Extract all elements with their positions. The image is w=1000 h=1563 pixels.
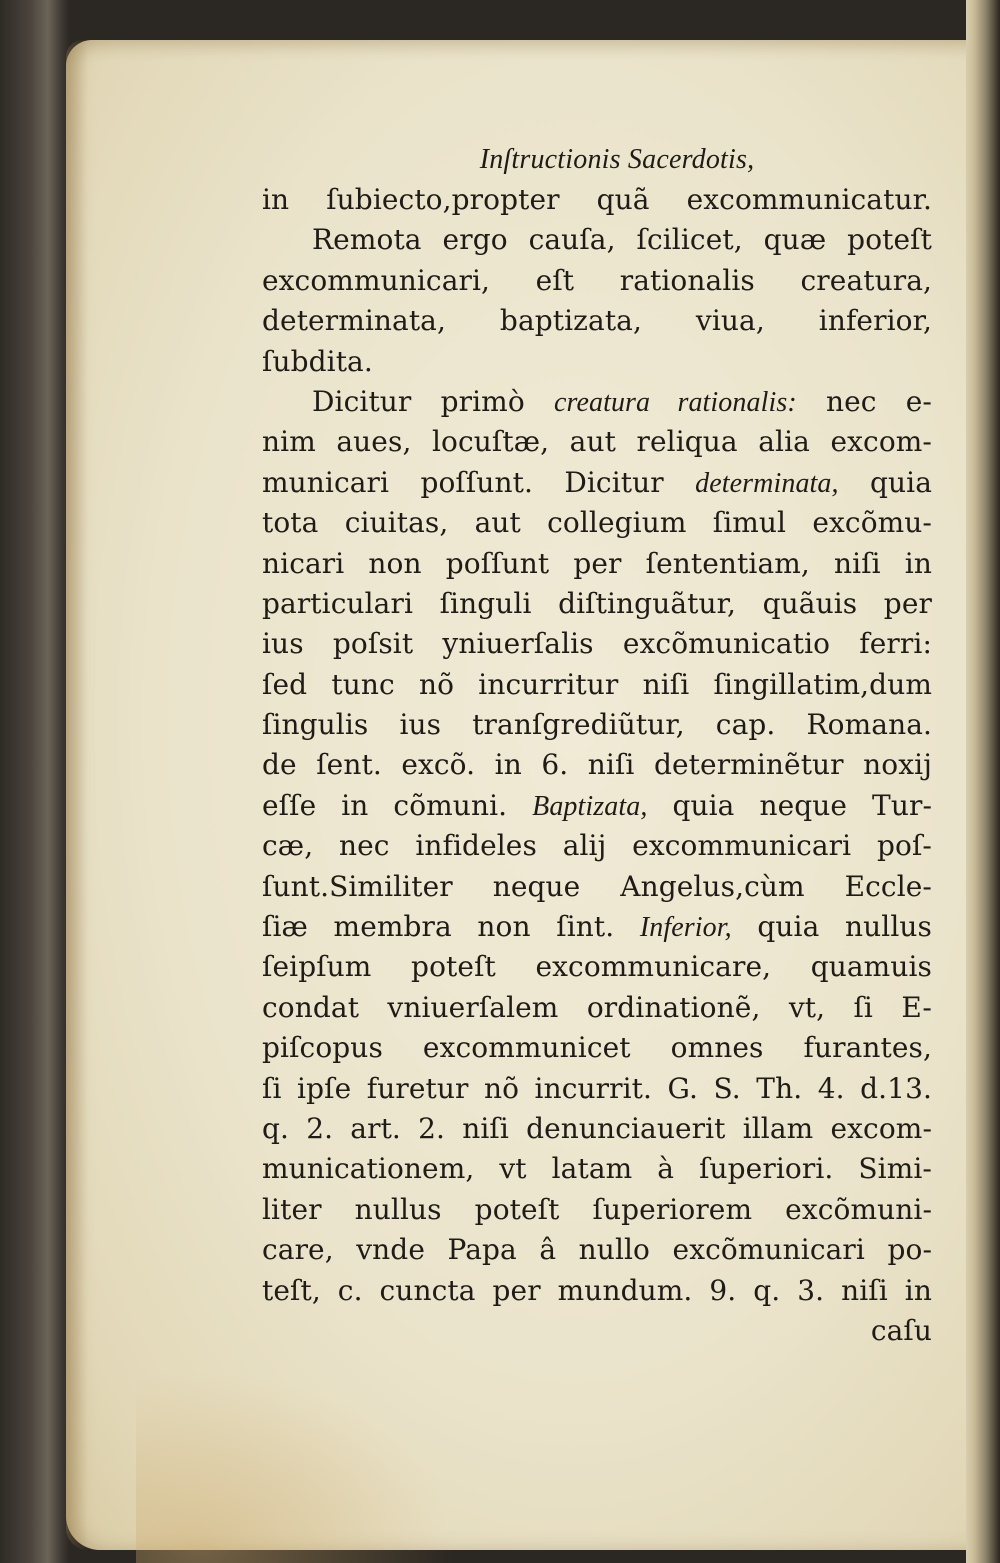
text-line: piſcopus excommunicet omnes furantes, bbox=[262, 1031, 932, 1065]
catchword: caſu bbox=[870, 1313, 932, 1347]
text-line: eſſe in cõmuni. Baptizata, quia neque Tur- bbox=[262, 788, 932, 822]
text-line: ſi ipſe furetur nõ incurrit. G. S. Th. 4. d.13. bbox=[262, 1071, 932, 1105]
text-line: cæ, nec infideles alij excommunicari poſ- bbox=[262, 829, 932, 863]
text-line: municari poſſunt. Dicitur determinata, quia bbox=[262, 465, 932, 499]
text-line: ſeipſum poteſt excommunicare, quamuis bbox=[262, 950, 932, 984]
text-line: q. 2. art. 2. niſi denunciauerit illam excom- bbox=[262, 1111, 932, 1145]
text-line: ſiæ membra non ſint. Inferior, quia nullus bbox=[262, 910, 932, 944]
facing-page-edge bbox=[966, 0, 1000, 1563]
text-line: excommunicari, eſt rationalis creatura, bbox=[262, 263, 932, 297]
text-line: de ſent. excõ. in 6. niſi determinẽtur noxij bbox=[262, 748, 932, 782]
page-stain bbox=[136, 1370, 456, 1563]
text-line: ſunt.Similiter neque Angelus,cùm Eccle- bbox=[262, 869, 932, 903]
text-line: Dicitur primò creatura rationalis: nec e- bbox=[312, 384, 932, 418]
text-line: tota ciuitas, aut collegium ſimul excõmu- bbox=[262, 506, 932, 540]
text-line: ſubdita. bbox=[262, 344, 373, 378]
text-line: in ſubiecto,propter quã excommunicatur. bbox=[262, 183, 932, 216]
text-line: liter nullus poteſt ſuperiorem excõmuni- bbox=[262, 1192, 932, 1226]
text-line: ſed tunc nõ incurritur niſi ſingillatim,dum bbox=[262, 667, 932, 701]
text-line: particulari ſinguli diſtinguãtur, quãuis per bbox=[262, 586, 932, 620]
text-line: determinata, baptizata, viua, inferior, bbox=[262, 304, 932, 338]
text-line: nim aues, locuſtæ, aut reliqua alia excom- bbox=[262, 425, 932, 459]
text-line: care, vnde Papa â nullo excõmunicari po- bbox=[262, 1233, 932, 1267]
text-line: ſingulis ius tranſgrediũtur, cap. Romana. bbox=[262, 708, 932, 742]
text-line: teſt, c. cuncta per mundum. 9. q. 3. niſi in bbox=[262, 1273, 932, 1307]
text-block bbox=[262, 140, 932, 1351]
text-line: Remota ergo cauſa, ſcilicet, quæ poteſt bbox=[312, 223, 932, 257]
text-line: condat vniuerſalem ordinationẽ, vt, ſi E- bbox=[262, 990, 932, 1024]
text-line: municationem, vt latam à ſuperiori. Simi- bbox=[262, 1152, 932, 1186]
italic-term: Baptizata, bbox=[532, 790, 648, 822]
italic-term: determinata, bbox=[695, 467, 839, 499]
text-line: ius poſsit yniuerſalis excõmunicatio ferri: bbox=[262, 627, 932, 661]
text-line: nicari non poſſunt per ſententiam, niſi in bbox=[262, 546, 932, 580]
running-head: Inſtructionis Sacerdotis, bbox=[479, 144, 755, 175]
italic-term: creatura rationalis: bbox=[553, 386, 797, 418]
italic-term: Inferior, bbox=[639, 912, 732, 944]
